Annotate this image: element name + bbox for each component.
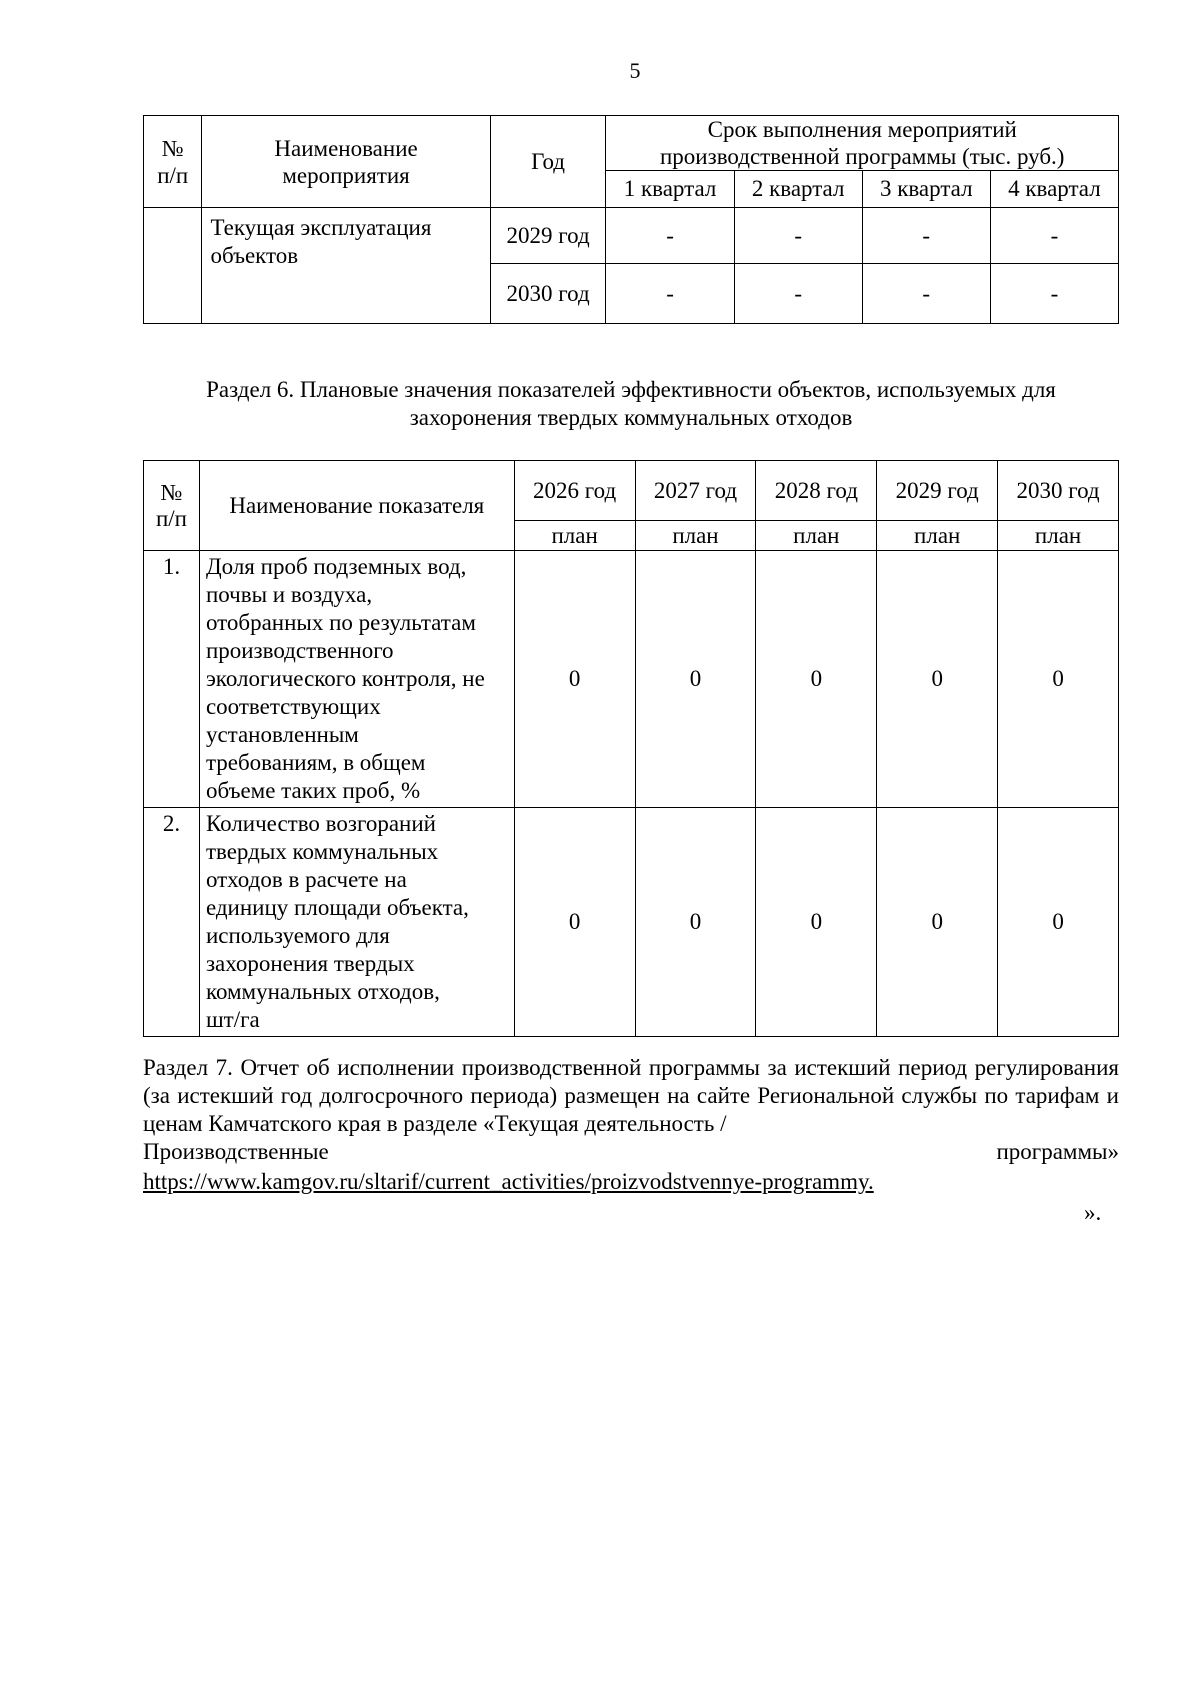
indicator-line: единицу площади объекта, (205, 895, 469, 920)
quarter-value: - (606, 264, 734, 324)
indicator-line: отходов в расчете на (205, 867, 407, 892)
plan-value: 0 (877, 808, 998, 1037)
efficiency-indicators-table (143, 460, 1119, 1037)
section-6-title (143, 376, 1119, 432)
plan-value: 0 (756, 808, 877, 1037)
indicator-line: захоронения твердых (205, 951, 415, 976)
activity-line1: Текущая эксплуатация (210, 215, 432, 240)
indicator-line: экологического контроля, не (205, 666, 485, 691)
header-activity-line1: Наименование (274, 135, 418, 161)
header-period-line1: Срок выполнения мероприятий (707, 117, 1017, 142)
header-year: 2029 год (877, 461, 998, 521)
header-activity-line2: мероприятия (282, 162, 410, 188)
production-schedule-table (143, 115, 1119, 324)
header-year: 2026 год (514, 461, 635, 521)
row-year: 2029 год (490, 208, 606, 264)
plan-value: 0 (756, 551, 877, 808)
quarter-value: - (990, 208, 1118, 264)
quarter-value: - (606, 208, 734, 264)
section-7-last-line (143, 1138, 1119, 1166)
header-quarter: 1 квартал (606, 171, 734, 208)
header-num-line1: № (160, 479, 183, 505)
quarter-value: - (862, 264, 990, 324)
indicator-line: соответствующих (205, 694, 381, 719)
section-6-title-line1: Раздел 6. Плановые значения показателей эффективности объектов, используемых для (206, 377, 1056, 402)
table-row (144, 208, 1119, 264)
programs-link[interactable]: https://www.kamgov.ru/sltarif/current_activities/proizvodstvennye-programmy. (143, 1169, 874, 1194)
section-7-text: Раздел 7. Отчет об исполнении производственной программы за истекший период регулирования (за истекший год долгосрочного периода) размещен на сайте Региональной службы по тарифам и ценам Камчатского края в разделе «Текущая деятельность / (143, 1055, 1119, 1136)
quarter-value: - (734, 264, 862, 324)
indicator-line: установленным (205, 722, 359, 747)
quarter-value: - (990, 264, 1118, 324)
header-period (606, 116, 1119, 171)
page-number: 5 (629, 58, 641, 83)
header-period-line2: производственной программы (тыс. руб.) (660, 144, 1065, 169)
row-num: 1. (144, 551, 200, 808)
activity-line2: объектов (210, 243, 299, 268)
header-plan: план (635, 521, 756, 551)
header-quarter: 2 квартал (734, 171, 862, 208)
header-year: 2028 год (756, 461, 877, 521)
plan-value: 0 (635, 808, 756, 1037)
section-7-last-right: программы» (996, 1139, 1119, 1164)
header-year: Год (490, 116, 606, 208)
activity-name (202, 208, 490, 324)
section-7-last-left: Производственные (143, 1139, 329, 1164)
row-num (144, 208, 202, 324)
quarter-value: - (734, 208, 862, 264)
header-plan: план (514, 521, 635, 551)
header-num-line1: № (161, 135, 184, 161)
plan-value: 0 (514, 808, 635, 1037)
indicator-line: коммунальных отходов, (205, 979, 440, 1004)
header-year: 2027 год (635, 461, 756, 521)
header-num-line2: п/п (155, 505, 187, 531)
plan-value: 0 (877, 551, 998, 808)
indicator-line: используемого для (205, 923, 390, 948)
row-year: 2030 год (490, 264, 606, 324)
section-7-paragraph (143, 1054, 1119, 1166)
indicator-line: отобранных по результатам (205, 610, 476, 635)
table-row (144, 808, 1119, 1037)
indicator-line: объеме таких проб, % (205, 778, 421, 803)
section-6-title-line2: захоронения твердых коммунальных отходов (409, 405, 853, 430)
header-quarter: 3 квартал (862, 171, 990, 208)
header-plan: план (998, 521, 1119, 551)
indicator-line: почвы и воздуха, (205, 582, 373, 607)
indicator-line: требованиям, в общем (205, 750, 426, 775)
indicator-line: шт/га (205, 1007, 260, 1032)
table-row (144, 551, 1119, 808)
plan-value: 0 (514, 551, 635, 808)
indicator-line: Количество возгораний (205, 811, 436, 836)
header-year: 2030 год (998, 461, 1119, 521)
indicator-name (199, 808, 514, 1037)
plan-value: 0 (998, 808, 1119, 1037)
header-num (144, 116, 202, 208)
header-quarter: 4 квартал (990, 171, 1118, 208)
indicator-line: твердых коммунальных (205, 839, 439, 864)
header-plan: план (756, 521, 877, 551)
plan-value: 0 (998, 551, 1119, 808)
header-indicator-name: Наименование показателя (199, 461, 514, 551)
header-plan: план (877, 521, 998, 551)
header-num-line2: п/п (157, 162, 189, 188)
header-activity-name (202, 116, 490, 208)
header-num (144, 461, 200, 551)
indicator-line: Доля проб подземных вод, (205, 554, 467, 579)
quarter-value: - (862, 208, 990, 264)
indicator-name (199, 551, 514, 808)
row-num: 2. (144, 808, 200, 1037)
plan-value: 0 (635, 551, 756, 808)
closing-quote: ». (1084, 1200, 1102, 1225)
indicator-line: производственного (205, 638, 394, 663)
